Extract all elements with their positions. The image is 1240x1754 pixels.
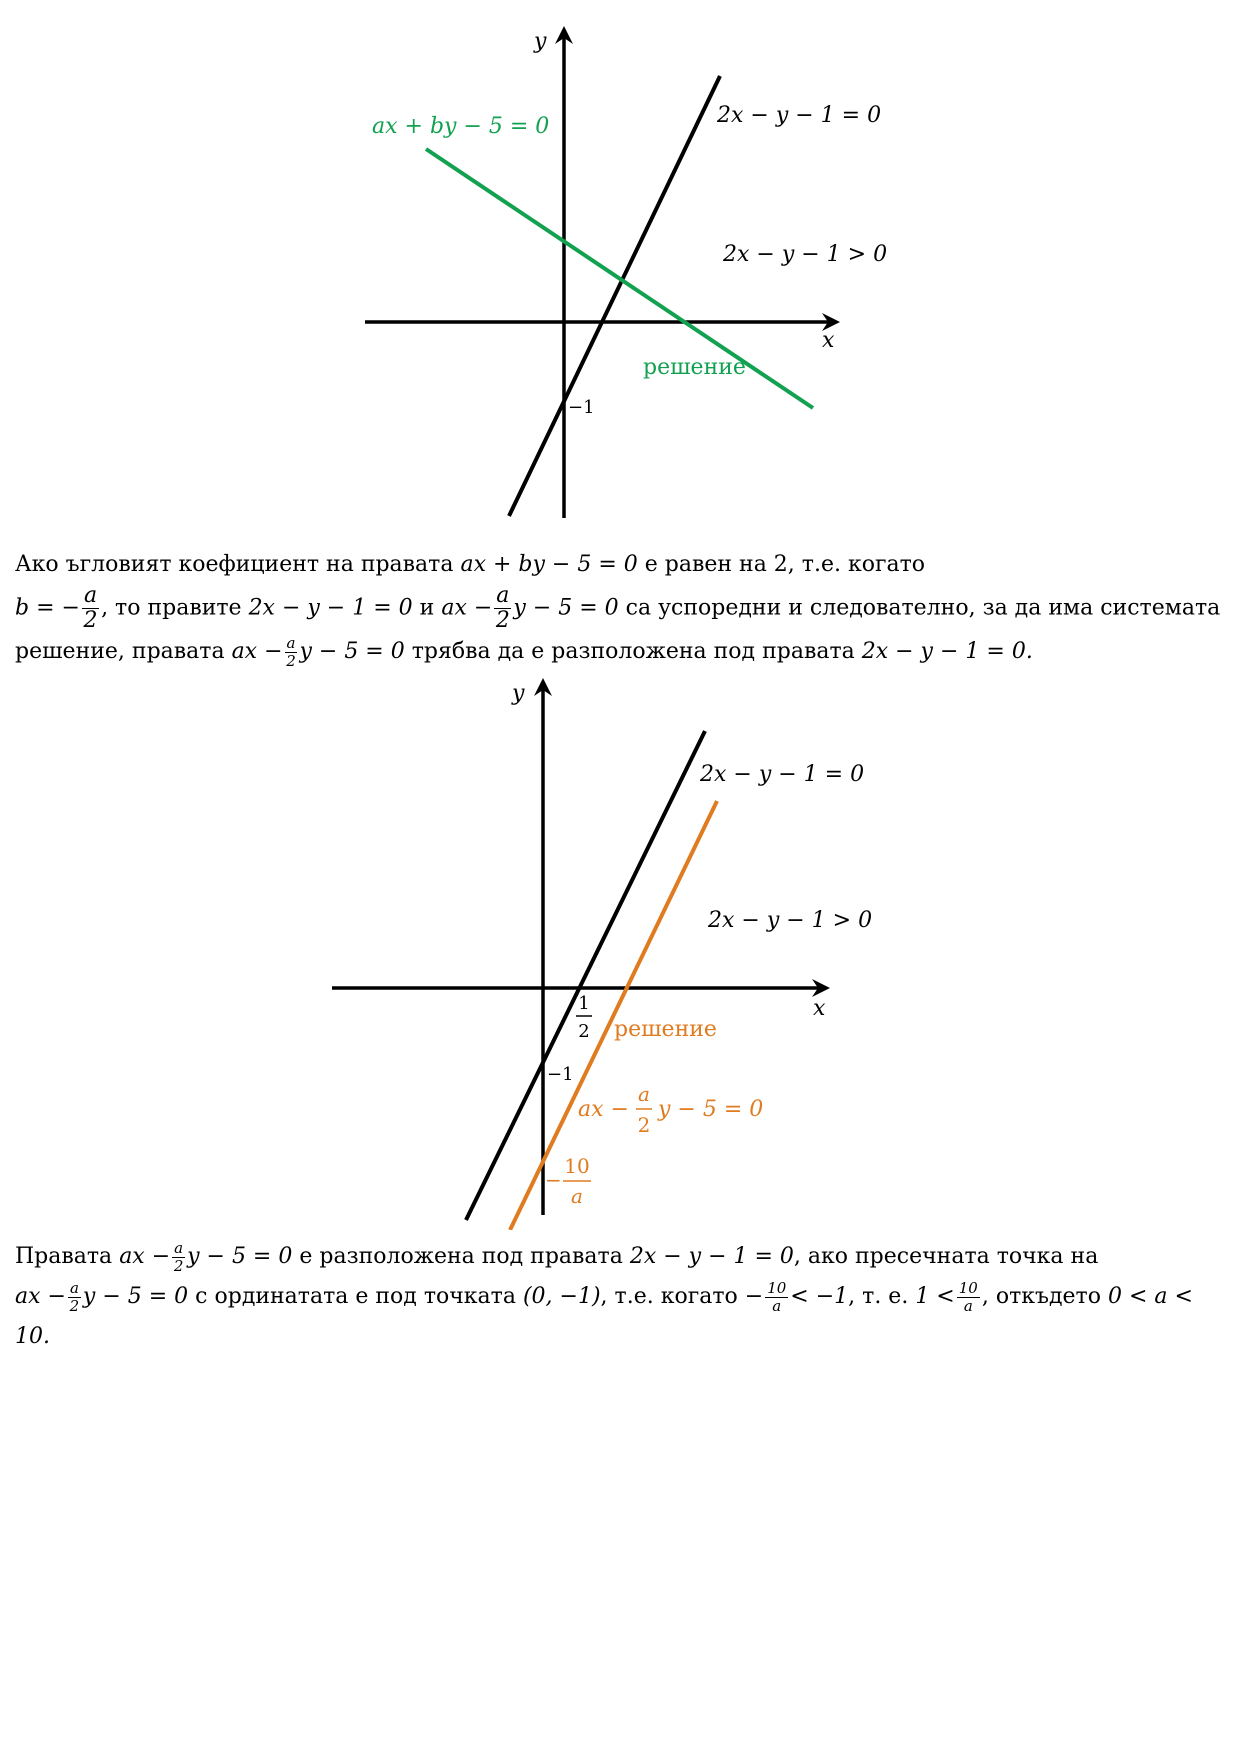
math: ax − xyxy=(441,595,493,621)
solution-label: решение xyxy=(614,1017,717,1042)
black-line xyxy=(509,76,720,516)
math: ax + by − 5 = 0 xyxy=(460,552,638,577)
figure-2-diagram xyxy=(0,660,1240,1230)
paragraph-1 xyxy=(15,545,1230,672)
fraction xyxy=(957,1278,980,1315)
fraction-numerator: a xyxy=(83,583,98,608)
x-tick-denominator: 2 xyxy=(578,1021,590,1042)
y-tick-label: −1 xyxy=(568,397,595,418)
fraction-denominator: 2 xyxy=(173,1256,184,1275)
math: ax − xyxy=(231,639,283,664)
text: с ординатата е под точката xyxy=(195,1284,516,1309)
text: , т. е. xyxy=(848,1284,909,1309)
fraction-denominator: 2 xyxy=(83,608,98,633)
orange-intercept-denominator: a xyxy=(571,1184,583,1208)
fraction-numerator: a xyxy=(286,633,296,652)
x-axis-label: x xyxy=(822,328,835,353)
math: y − 5 = 0 xyxy=(187,1244,293,1269)
text: трябва да е разположена под правата xyxy=(411,639,855,664)
fraction-denominator: a xyxy=(772,1296,782,1315)
orange-line-label-right: y − 5 = 0 xyxy=(658,1097,764,1122)
math: < −1 xyxy=(790,1284,849,1309)
fraction-numerator: a xyxy=(496,583,510,608)
math: (0, −1) xyxy=(522,1284,601,1309)
fraction xyxy=(82,585,99,632)
solution-label: решение xyxy=(643,355,746,380)
math: b = − xyxy=(15,595,80,621)
text: Ако ъгловият коефициент на правата xyxy=(15,552,454,577)
y-axis-label: y xyxy=(512,681,525,706)
text: е равен на 2, т.е. когато xyxy=(644,552,926,577)
math: − xyxy=(744,1284,764,1309)
y-axis-label: y xyxy=(534,29,547,54)
text: и xyxy=(419,595,435,621)
fraction xyxy=(172,1238,185,1275)
math: 2x − y − 1 = 0 xyxy=(248,595,413,621)
fraction xyxy=(68,1278,81,1315)
region-label: 2x − y − 1 > 0 xyxy=(708,908,873,933)
fraction xyxy=(765,1278,788,1315)
black-line-label: 2x − y − 1 = 0 xyxy=(700,762,865,787)
math: 1 < xyxy=(915,1284,955,1309)
math: 2x − y − 1 = 0 xyxy=(629,1244,794,1269)
text: , откъдето xyxy=(981,1284,1101,1309)
orange-line-label-denominator: 2 xyxy=(637,1113,651,1137)
fraction-denominator: 2 xyxy=(286,651,296,670)
x-tick-numerator: 1 xyxy=(578,993,590,1014)
fraction-denominator: a xyxy=(963,1296,973,1315)
math: ax − xyxy=(119,1244,171,1269)
text: е разположена под правата xyxy=(299,1244,623,1269)
math: 2x − y − 1 = 0. xyxy=(861,639,1033,664)
green-line-label: ax + by − 5 = 0 xyxy=(372,114,550,139)
x-axis-label: x xyxy=(813,996,826,1021)
orange-line-label-numerator: a xyxy=(638,1082,650,1106)
text: са успоредни и следователно, за да има системата решение, правата xyxy=(15,595,1221,664)
text: , ако пресечната точка на xyxy=(793,1244,1099,1269)
black-line-label: 2x − y − 1 = 0 xyxy=(717,103,882,128)
paragraph-2 xyxy=(15,1237,1230,1357)
figure-1-diagram xyxy=(0,0,1240,520)
green-line xyxy=(426,149,813,408)
black-line xyxy=(466,731,705,1220)
fraction-numerator: 10 xyxy=(958,1278,978,1297)
region-label: 2x − y − 1 > 0 xyxy=(723,242,888,267)
text: , т.е. когато xyxy=(600,1284,738,1309)
fraction-denominator: 2 xyxy=(495,608,510,633)
fraction-numerator: a xyxy=(174,1238,184,1257)
orange-intercept-numerator: 10 xyxy=(564,1154,590,1178)
fraction xyxy=(494,585,511,632)
math: y − 5 = 0 xyxy=(82,1284,189,1309)
orange-line-label-left: ax − xyxy=(578,1097,629,1122)
math: y − 5 = 0 xyxy=(299,639,405,664)
text: , то правите xyxy=(101,595,242,621)
math: ax − xyxy=(15,1284,66,1309)
fraction-denominator: 2 xyxy=(69,1296,80,1315)
fraction-numerator: 10 xyxy=(767,1278,787,1297)
orange-line xyxy=(510,801,717,1230)
math: y − 5 = 0 xyxy=(513,595,619,621)
fraction-numerator: a xyxy=(69,1278,79,1297)
y-tick-label: −1 xyxy=(547,1064,574,1085)
math: 0 < a < 10. xyxy=(15,1284,1193,1349)
text: Правата xyxy=(15,1244,113,1269)
orange-intercept-sign: − xyxy=(545,1168,562,1192)
